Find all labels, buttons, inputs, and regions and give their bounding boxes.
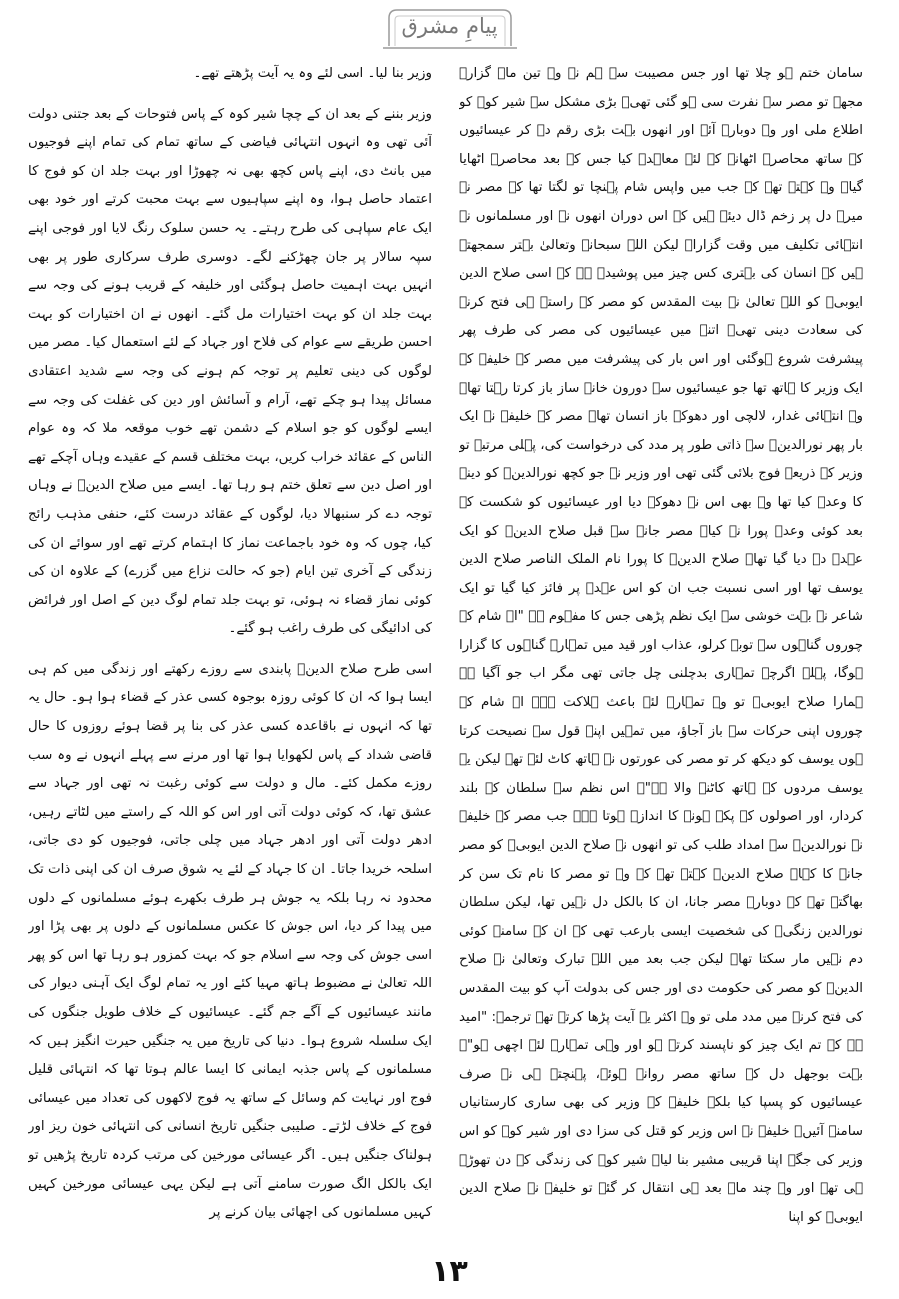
left-column-text: [28, 60, 432, 1235]
page-title: پیامِ مشرق: [401, 14, 498, 38]
paragraph: اسی طرح صلاح الدینؒ پابندی سے روزے رکھتے اور زندگی میں کم ہی ایسا ہوا کہ ان کا کوئی روزہ بوجوہ کسی عذر کے قضاء ہوا ہو۔ حال یہ تھا کہ انہوں نے باقاعدہ کسی عذر کی بنا پر قضا ہوئے روزوں کا حال قاضی شداد کے پاس لکھوایا ہوا تھا اور مرنے سے پہلے انہوں نے وہ سب روزے مکمل کئے۔ مال و دولت سے کوئی رغبت نہ تھی اور جہاد سے عشق تھا، کہ کوئی دولت آتی اور اس کو اللہ کے راستے میں لٹاتے رہیں، ادھر دولت آتی اور ادھر جہاد میں چلی جاتی، فوجیوں کو دی جاتی، اسلحہ خریدا جاتا۔ ان کا جہاد کے لئے یہ شوق صرف ان کی اپنی ذات تک محدود نہ رہا بلکہ یہ جوش ہر طرف بکھرے ہوئے مسلمانوں کے دلوں میں پیدا کر دیا، اس جوش کا عکس مسلمانوں کے دلوں پر بھی پڑا اور اسی جوش کی وجہ سے اسلام جو کہ بہت کمزور ہو رہا تھا اس کو پھر اللہ تعالیٰ نے مضبوط ہاتھ مہیا کئے اور یہ تمام لوگ ایک آہنی دیوار کی مانند عیسائیوں کے آگے جم گئے۔ عیسائیوں کے خلاف طویل جنگوں کی ایک سلسلہ شروع ہوا۔ دنیا کی تاریخ میں یہ جنگیں حیرت انگیز ہیں کہ مسلمانوں کے پاس جذبہ ایمانی کا ایسا عالم ہوتا تھا کہ انتہائی قلیل فوج اور نہایت کم وسائل کے ساتھ یہ فوج لاکھوں کی تعداد میں عیسائی فوج کے خلاف لڑتے۔ صلیبی جنگیں تاریخ انسانی کی انتہائی خون ریز اور ہولناک جنگیں ہیں۔ اگر عیسائی مورخین کی مرتب کردہ تاریخ پڑھیں تو ایک بالکل الگ صورت سامنے آتی ہے لیکن یہی عیسائی مورخین کہیں کہیں مسلمانوں کی اچھائی بیان کرنے پر: [28, 661, 432, 1221]
page-number: ۱۳: [431, 1254, 468, 1289]
right-column-text: [459, 60, 863, 1235]
paragraph: سامان ختم ہو چلا تھا اور جس مصیبت سے ہم نے وہ تین ماہ گزارے مجھے تو مصر سے نفرت سی ہو گئی تھی۔ بڑی مشکل سے شیر کوہ کو اطلاع ملی اور وہ دوبارہ آئے اور انھوں بہت بڑی رقم دے کر عیسائیوں کے ساتھ محاصرہ اٹھانے کے لئے معاہدہ کیا جس کے بعد محاصرہ اٹھایا گیا۔ وہ کہتے تھے کہ جب میں واپس شام پہنچا تو لگتا تھا کہ مصر نے میرے دل پر زخم ڈال دیئے ہیں کہ اس دوران انھوں نے اور مسلمانوں نے انتہائی تکلیف میں وقت گزارا۔ لیکن اللہ سبحانہ وتعالیٰ بہتر سمجھتے ہیں کہ انسان کی بہتری کس چیز میں پوشیدہ ہے کہ اسی صلاح الدین ایوبیؒ کو اللہ تعالیٰ نے بیت المقدس کو مصر کے راستے ہی فتح کرنے کی سعادت دینی تھی۔ اتنے میں عیسائیوں کی مصر کی طرف پھر پیشرفت شروع ہوگئی اور اس بار کی پیشرفت میں مصر کے خلیفہ کے ایک وزیر کا ہاتھ تھا جو عیسائیوں سے دورون خانہ ساز باز کرتا رہتا تھا۔ وہ انتہائی غدار، لالچی اور دھوکہ باز انسان تھا۔ مصر کے خلیفہ نے ایک بار پھر نورالدینؒ سے ذاتی طور پر مدد کی درخواست کی، پہلی مرتبہ تو وزیر کے ذریعے فوج بلائی گئی تھی اور وزیر نے جو کچھ نورالدینؒ کو دینے کا وعدہ کیا تھا وہ بھی اس نے دھوکہ دیا اور عیسائیوں کو شکست کے بعد کوئی وعدہ پورا نہ کیا۔ مصر جانے سے قبل صلاح الدینؒ کو ایک عہدہ دے دیا گیا تھا۔ صلاح الدینؒ کا پورا نام الملک الناصر صلاح الدین یوسف تھا اور اسی نسبت جب ان کو اس عہدہ پر فائز کیا گیا تو ایک شاعر نے بہت خوشی سے ایک نظم پڑھی جس کا مفہوم ہے "اے شام کے چوروں گناہوں سے توبہ کرلو، عذاب اور قید میں تمہارے گناہوں کا گزارا ہوگا، پہلے اگرچہ تمہاری بدچلنی چل جاتی تھی مگر اب جو آگیا ہے ہمارا صلاح ایوبیؒ تو وہ تمہارے لئے باعث ہلاکت ہے۔ اے شام کے چوروں اپنی حرکات سے باز آجاؤ، میں تمہیں اپنے قول سے نصیحت کرتا ہوں یوسف کو دیکھ کر تو مصر کی عورتوں نے ہاتھ کاٹ لئے تھے لیکن یہ یوسف مردوں کے ہاتھ کاٹنے والا ہے"۔ اس نظم سے سلطان کے بلند کردار، اور اصولوں کے پکے ہونے کا اندازہ ہوتا ہے۔ جب مصر کے خلیفہ نے نورالدینؒ سے امداد طلب کی تو انھوں نے صلاح الدین ایوبیؒ کو مصر جانے کا کہا۔ صلاح الدینؒ کہتے تھے کہ وہ تو مصر کا نام تک سن کر بھاگتے تھے کہ دوبارہ مصر جانا، ان کا بالکل دل نہیں تھا، لیکن سلطان نورالدین زنگیؒ کی شخصیت ایسی بارعب تھی کہ ان کے سامنے کوئی دم نہیں مار سکتا تھا۔ لیکن جب بعد میں اللہ تبارک وتعالیٰ نے صلاح الدینؒ کو مصر کی حکومت دی اور جس کی بدولت آپ کو بیت المقدس کی فتح کرنے میں مدد ملی تو وہ اکثر یہ آیت پڑھا کرتے تھے ترجمہ: "امید ہے کہ تم ایک چیز کو ناپسند کرتے ہو اور وہی تمہارے لئے اچھی ہو"۔ بہت بوجھل دل کے ساتھ مصر روانہ ہوئے، پہنچتے ہی نہ صرف عیسائیوں کو پسپا کیا بلکہ خلیفہ کے وزیر کی بھی ساری کارستانیاں سامنے آئیں۔ خلیفہ نے اس وزیر کو قتل کی سزا دی اور شیر کوہ کو اس وزیر کی جگہ اپنا قریبی مشیر بنا لیا۔ شیر کوہ کی زندگی کے دن تھوڑے ہی تھے اور وہ چند ماہ بعد ہی انتقال کر گئے تو خلیفہ نے صلاح الدین ایوبیؒ کو اپنا: [459, 66, 863, 1225]
paragraph: وزیر بنا لیا۔ اسی لئے وہ یہ آیت پڑھتے تھے۔: [193, 66, 432, 81]
page-header: [375, 6, 525, 50]
paragraph: وزیر بننے کے بعد ان کے چچا شیر کوہ کے پاس فتوحات کے بعد جتنی دولت آئی تھی وہ انہوں انتہائی فیاضی کے ساتھ تمام کی تمام اپنے فوجیوں میں بانٹ دی، اپنے پاس کچھ بھی نہ چھوڑا اور بہت جلد ان کو فوج کا اعتماد حاصل ہوا، وہ اپنے سپاہیوں سے بہت محبت کرتے اور خود بھی ایک عام سپاہی کی طرح رہتے۔ یہ حسن سلوک رنگ لایا اور فوجی اپنے سپہ سالار پر جان چھڑکنے لگے۔ دوسری طرف سرکاری طور پر بھی انہیں بہت اہمیت حاصل ہوگئی اور خلیفہ کے قریب ہونے کی وجہ سے بہت جلد ان کو بہت اختیارات مل گئے۔ انھوں نے ان اختیارات کو بہت احسن طریقے سے عوام کی فلاح اور جہاد کے لئے استعمال کیا۔ مصر میں لوگوں کی دینی تعلیم پر توجہ کم ہونے کی وجہ سے شدید اعتقادی مسائل پیدا ہو چکے تھے، آرام و آسائش اور دین کی غفلت کی وجہ سے ایسے لوگوں کو جو اسلام کے دشمن تھے خوب موقعہ ملا کہ وہ عوام الناس کے عقائد خراب کریں، بہت مختلف قسم کے عقیدے وہاں آچکے تھے اور اصل دین سے تعلق ختم ہو رہا تھا۔ ایسے میں صلاح الدینؒ نے وہاں توجہ دے کر سنبھالا دیا، لوگوں کے عقائد درست کئے، حنفی مذہب رائج کیا، چوں کہ وہ خود باجماعت نماز کا اہتمام کرتے تھے اور سوائے ان کی زندگی کے آخری تین ایام (جو کہ حالت نزاع میں گزرے) کے علاوہ ان کی کوئی نماز قضاء نہ ہوئی، تو بہت جلد تمام لوگ دین کے اصل اور فرائض کی ادائیگی کی طرف راغب ہو گئے۔: [28, 106, 432, 637]
